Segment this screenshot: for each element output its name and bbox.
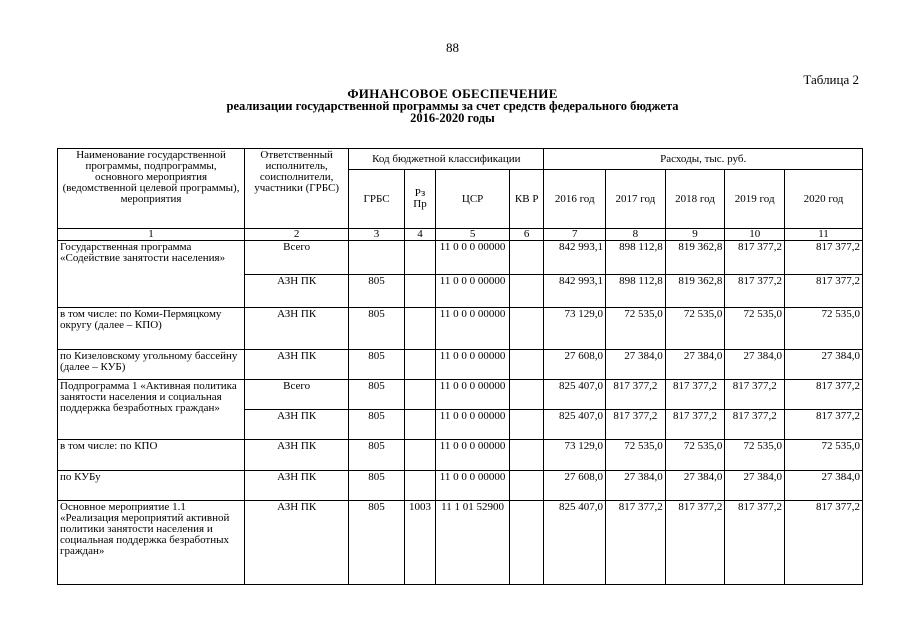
row-value-2016: 825 407,0	[544, 410, 606, 440]
row-csr: 11 0 0 0 00000	[436, 440, 510, 471]
row-value-2016: 27 608,0	[544, 350, 606, 380]
row-name: Государственная программа «Содействие занятости населения»	[58, 241, 245, 308]
table-label: Таблица 2	[803, 72, 859, 87]
row-value-2018: 819 362,8	[665, 241, 725, 275]
row-grbs: 805	[349, 501, 405, 585]
row-name: в том числе: по Коми-Пермяцкому округу (далее – КПО)	[58, 308, 245, 350]
header-2017: 2017 год	[606, 170, 666, 229]
row-rzpr	[404, 440, 435, 471]
column-number: 5	[436, 229, 510, 241]
row-kvr	[509, 380, 543, 410]
subtitle-line-2: 2016-2020 годы	[410, 111, 495, 125]
row-value-2017: 72 535,0	[606, 308, 666, 350]
row-value-2016: 73 129,0	[544, 308, 606, 350]
row-executor: Всего	[245, 380, 349, 410]
row-value-2016: 842 993,1	[544, 241, 606, 275]
row-grbs: 805	[349, 380, 405, 410]
column-number: 1	[58, 229, 245, 241]
row-value-2017: 72 535,0	[606, 440, 666, 471]
document-title: ФИНАНСОВОЕ ОБЕСПЕЧЕНИЕ	[347, 86, 558, 101]
row-executor: АЗН ПК	[245, 471, 349, 501]
row-value-2018: 72 535,0	[665, 308, 725, 350]
row-kvr	[509, 440, 543, 471]
document-subtitle	[0, 100, 905, 124]
row-value-2017: 898 112,8	[606, 241, 666, 275]
row-kvr	[509, 501, 543, 585]
row-value-2016: 27 608,0	[544, 471, 606, 501]
column-number: 4	[404, 229, 435, 241]
header-csr: ЦСР	[436, 170, 510, 229]
row-kvr	[509, 471, 543, 501]
row-value-2019: 817 377,2	[725, 275, 785, 308]
row-value-2019: 72 535,0	[725, 308, 785, 350]
row-executor: АЗН ПК	[245, 350, 349, 380]
row-rzpr	[404, 410, 435, 440]
row-name: по КУБу	[58, 471, 245, 501]
row-executor: АЗН ПК	[245, 440, 349, 471]
row-csr: 11 0 0 0 00000	[436, 275, 510, 308]
row-value-2020: 27 384,0	[785, 471, 863, 501]
row-grbs: 805	[349, 308, 405, 350]
row-kvr	[509, 350, 543, 380]
column-number: 10	[725, 229, 785, 241]
row-rzpr	[404, 350, 435, 380]
row-value-2018: 817 377,2	[665, 380, 725, 410]
row-rzpr: 1003	[404, 501, 435, 585]
header-kvr: КВ Р	[509, 170, 543, 229]
row-value-2019: 817 377,2	[725, 380, 785, 410]
table-row	[58, 308, 863, 350]
row-executor: АЗН ПК	[245, 501, 349, 585]
row-executor: АЗН ПК	[245, 410, 349, 440]
header-2019: 2019 год	[725, 170, 785, 229]
row-kvr	[509, 308, 543, 350]
row-value-2020: 72 535,0	[785, 440, 863, 471]
row-value-2017: 27 384,0	[606, 350, 666, 380]
row-value-2016: 842 993,1	[544, 275, 606, 308]
column-number: 11	[785, 229, 863, 241]
row-rzpr	[404, 275, 435, 308]
header-rzpr: Рз Пр	[404, 170, 435, 229]
row-csr: 11 0 0 0 00000	[436, 471, 510, 501]
row-kvr	[509, 241, 543, 275]
table-row	[58, 350, 863, 380]
row-value-2016: 825 407,0	[544, 501, 606, 585]
row-rzpr	[404, 308, 435, 350]
row-value-2017: 27 384,0	[606, 471, 666, 501]
subtitle-line-1: реализации государственной программы за счет средств федерального бюджета	[226, 99, 679, 113]
row-csr: 11 0 0 0 00000	[436, 380, 510, 410]
table-row	[58, 241, 863, 275]
header-2018: 2018 год	[665, 170, 725, 229]
row-value-2019: 817 377,2	[725, 501, 785, 585]
row-csr: 11 0 0 0 00000	[436, 308, 510, 350]
header-name: Наименование государственной программы, подпрограммы, основного мероприятия (ведомственной целевой программы), мероприятия	[58, 149, 245, 229]
row-csr: 11 0 0 0 00000	[436, 410, 510, 440]
row-grbs	[349, 241, 405, 275]
row-value-2018: 817 377,2	[665, 501, 725, 585]
row-csr: 11 1 01 52900	[436, 501, 510, 585]
row-grbs: 805	[349, 410, 405, 440]
row-value-2018: 817 377,2	[665, 410, 725, 440]
row-value-2019: 27 384,0	[725, 350, 785, 380]
row-value-2018: 72 535,0	[665, 440, 725, 471]
row-executor: АЗН ПК	[245, 275, 349, 308]
row-value-2020: 817 377,2	[785, 501, 863, 585]
header-expenses: Расходы, тыс. руб.	[544, 149, 863, 170]
row-value-2018: 27 384,0	[665, 350, 725, 380]
column-number: 8	[606, 229, 666, 241]
column-number: 3	[349, 229, 405, 241]
row-grbs: 805	[349, 471, 405, 501]
row-value-2018: 27 384,0	[665, 471, 725, 501]
row-name: Основное мероприятие 1.1 «Реализация мероприятий активной политики занятости населения и социальная поддержка безработных граждан»	[58, 501, 245, 585]
row-value-2020: 817 377,2	[785, 275, 863, 308]
column-number: 7	[544, 229, 606, 241]
row-value-2016: 73 129,0	[544, 440, 606, 471]
row-executor: АЗН ПК	[245, 308, 349, 350]
row-name: в том числе: по КПО	[58, 440, 245, 471]
row-grbs: 805	[349, 275, 405, 308]
row-value-2019: 72 535,0	[725, 440, 785, 471]
row-value-2017: 898 112,8	[606, 275, 666, 308]
row-rzpr	[404, 471, 435, 501]
row-csr: 11 0 0 0 00000	[436, 350, 510, 380]
row-value-2019: 817 377,2	[725, 241, 785, 275]
header-2020: 2020 год	[785, 170, 863, 229]
row-value-2020: 817 377,2	[785, 410, 863, 440]
row-kvr	[509, 410, 543, 440]
header-2016: 2016 год	[544, 170, 606, 229]
row-value-2020: 817 377,2	[785, 380, 863, 410]
header-executor: Ответственный исполнитель, соисполнители, участники (ГРБС)	[245, 149, 349, 229]
row-grbs: 805	[349, 350, 405, 380]
financing-table	[57, 148, 863, 585]
row-grbs: 805	[349, 440, 405, 471]
row-value-2020: 817 377,2	[785, 241, 863, 275]
table-row	[58, 380, 863, 410]
row-value-2019: 817 377,2	[725, 410, 785, 440]
header-grbs: ГРБС	[349, 170, 405, 229]
table-row	[58, 471, 863, 501]
row-value-2017: 817 377,2	[606, 410, 666, 440]
row-value-2020: 27 384,0	[785, 350, 863, 380]
table-row	[58, 440, 863, 471]
row-value-2019: 27 384,0	[725, 471, 785, 501]
column-number: 9	[665, 229, 725, 241]
column-number: 6	[509, 229, 543, 241]
page-number: 88	[446, 40, 459, 55]
row-executor: Всего	[245, 241, 349, 275]
column-number: 2	[245, 229, 349, 241]
header-budget-code: Код бюджетной классификации	[349, 149, 544, 170]
row-value-2017: 817 377,2	[606, 501, 666, 585]
row-csr: 11 0 0 0 00000	[436, 241, 510, 275]
row-rzpr	[404, 241, 435, 275]
row-kvr	[509, 275, 543, 308]
row-value-2020: 72 535,0	[785, 308, 863, 350]
table-row	[58, 501, 863, 585]
row-rzpr	[404, 380, 435, 410]
column-number-row	[58, 229, 863, 241]
row-value-2016: 825 407,0	[544, 380, 606, 410]
row-value-2018: 819 362,8	[665, 275, 725, 308]
row-name: Подпрограмма 1 «Активная политика занятости населения и социальная поддержка безработных граждан»	[58, 380, 245, 440]
row-name: по Кизеловскому угольному бассейну (далее – КУБ)	[58, 350, 245, 380]
row-value-2017: 817 377,2	[606, 380, 666, 410]
